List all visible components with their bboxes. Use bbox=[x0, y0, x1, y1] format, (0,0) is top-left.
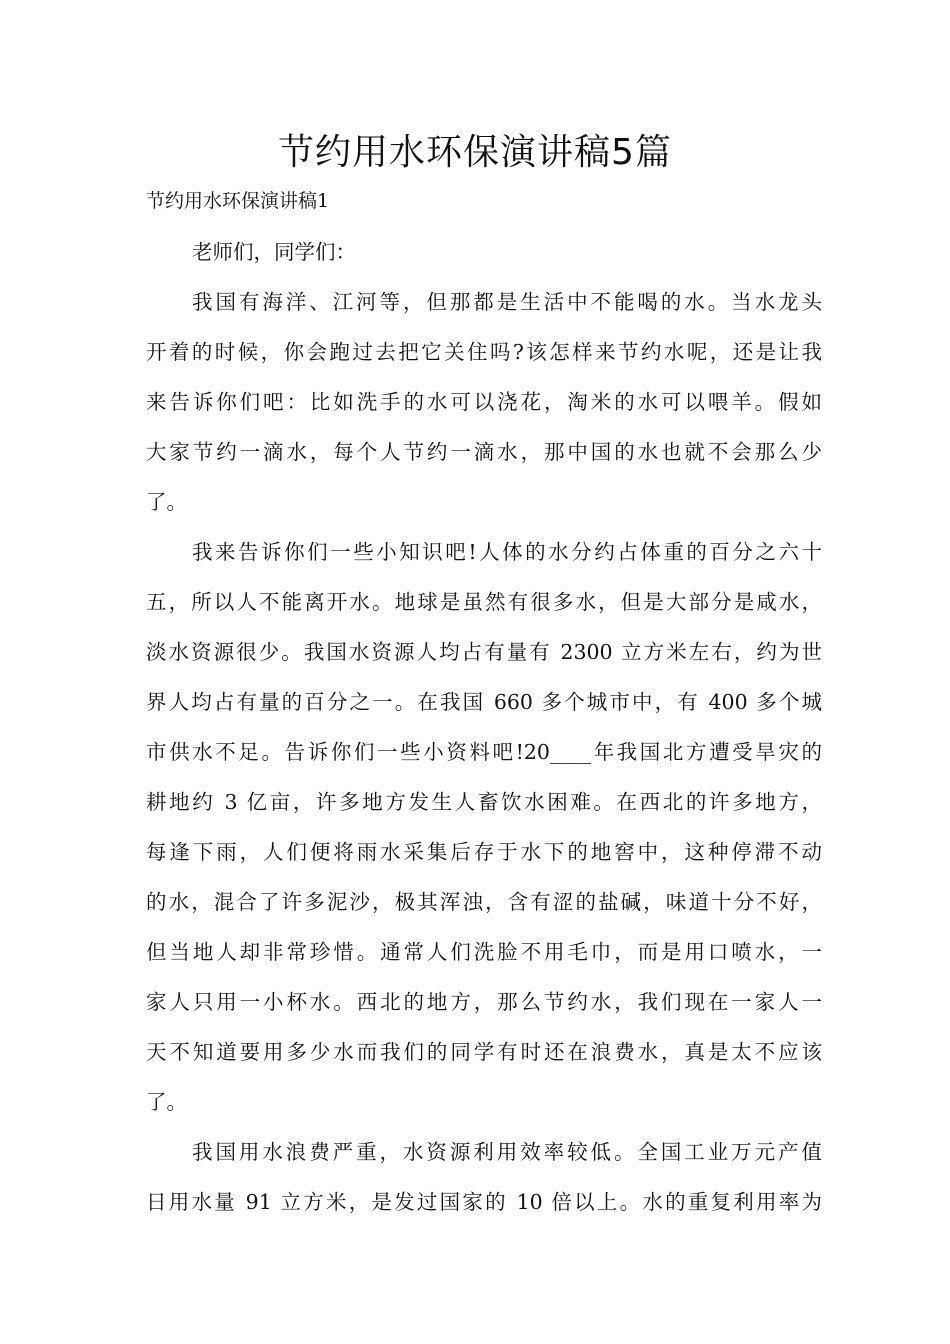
body-line: 日用水量 91 立方米，是发过国家的 10 倍以上。水的重复利用率为 bbox=[146, 1190, 822, 1214]
body-line: 开着的时候，你会跑过去把它关住吗?该怎样来节约水呢，还是让我 bbox=[146, 340, 822, 364]
body-line: 天不知道要用多少水而我们的同学有时还在浪费水，真是太不应该 bbox=[146, 1040, 822, 1064]
body-line-greeting: 老师们，同学们： bbox=[192, 240, 356, 264]
body-line: 市供水不足。告诉你们一些小资料吧!20____年我国北方遭受旱灾的 bbox=[146, 740, 822, 764]
body-line: 但当地人却非常珍惜。通常人们洗脸不用毛巾，而是用口喷水，一 bbox=[146, 940, 822, 964]
document-subtitle: 节约用水环保演讲稿1 bbox=[146, 190, 330, 212]
body-line: 来告诉你们吧：比如洗手的水可以浇花，淘米的水可以喂羊。假如 bbox=[146, 390, 822, 414]
body-line: 了。 bbox=[146, 490, 187, 514]
body-line: 我来告诉你们一些小知识吧!人体的水分约占体重的百分之六十 bbox=[192, 540, 822, 564]
body-line: 耕地约 3 亿亩，许多地方发生人畜饮水困难。在西北的许多地方， bbox=[146, 790, 822, 814]
body-line: 家人只用一小杯水。西北的地方，那么节约水，我们现在一家人一 bbox=[146, 990, 822, 1014]
body-line: 我国有海洋、江河等，但那都是生活中不能喝的水。当水龙头 bbox=[192, 290, 822, 314]
body-line: 我国用水浪费严重，水资源利用效率较低。全国工业万元产值 bbox=[192, 1140, 822, 1164]
document-title: 节约用水环保演讲稿5篇 bbox=[278, 132, 672, 173]
body-line: 了。 bbox=[146, 1090, 187, 1114]
body-line: 界人均占有量的百分之一。在我国 660 多个城市中，有 400 多个城 bbox=[146, 690, 822, 714]
body-line: 五，所以人不能离开水。地球是虽然有很多水，但是大部分是咸水， bbox=[146, 590, 822, 614]
body-line: 每逢下雨，人们便将雨水采集后存于水下的地窖中，这种停滞不动 bbox=[146, 840, 822, 864]
body-line: 大家节约一滴水，每个人节约一滴水，那中国的水也就不会那么少 bbox=[146, 440, 822, 464]
body-line: 的水，混合了许多泥沙，极其浑浊，含有涩的盐碱，味道十分不好， bbox=[146, 890, 822, 914]
body-line: 淡水资源很少。我国水资源人均占有量有 2300 立方米左右，约为世 bbox=[146, 640, 822, 664]
